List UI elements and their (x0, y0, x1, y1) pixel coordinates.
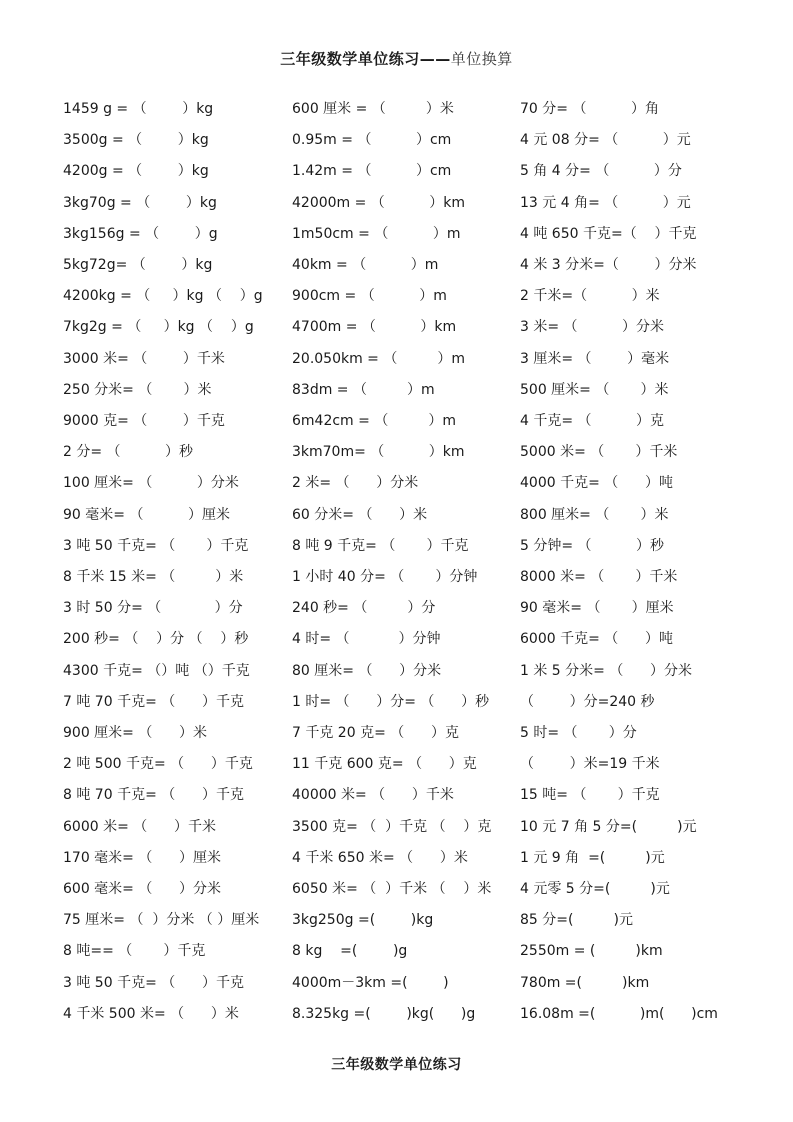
exercise-item: 1m50cm = （ ）m (292, 225, 461, 242)
exercise-item: 70 分= （ ）角 (520, 101, 659, 117)
exercise-item: 3 吨 50 千克= （ ）千克 (63, 537, 249, 554)
exercise-item: 4 千米 500 米= （ ）米 (63, 1005, 239, 1022)
exercise-item: 7 吨 70 千克= （ ）千克 (63, 693, 244, 710)
exercise-item: 8.325kg =( )kg( )g (292, 1005, 476, 1022)
exercise-item: 4 千米 650 米= （ ）米 (292, 849, 468, 866)
exercise-item: 5000 米= （ ）千米 (520, 444, 678, 461)
exercise-item: 1 元 9 角 =( )元 (520, 849, 665, 866)
exercise-item: 6000 米= （ ）千米 (63, 818, 216, 835)
exercise-item: 2 分= （ ）秒 (63, 444, 194, 461)
exercise-item: 900cm = （ ）m (292, 288, 447, 305)
exercise-item: 3 米= （ ）分米 (520, 319, 665, 336)
page-title-sub: 单位换算 (450, 50, 513, 68)
exercise-item: （ ）分=240 秒 (520, 693, 655, 710)
exercise-item: 4 米 3 分米=（ ）分米 (520, 257, 697, 273)
exercise-item: 8 kg =( )g (292, 943, 408, 960)
exercise-item: 800 厘米= （ ）米 (520, 506, 669, 523)
exercise-item: 8 吨 9 千克= （ ）千克 (292, 537, 469, 554)
next-page-title: 三年级数学单位练习 (331, 1057, 462, 1073)
exercise-item: 4200kg = （ ）kg （ ）g (63, 288, 263, 305)
exercise-item: 75 厘米= （ ）分米 （ ）厘米 (63, 912, 260, 929)
exercise-item: 0.95m = （ ）cm (292, 132, 452, 149)
exercise-item: 4200g = （ ）kg (63, 163, 209, 180)
exercise-item: 4000m－3km =( ) (292, 974, 449, 991)
exercise-item: 60 分米= （ ）米 (292, 506, 428, 523)
exercise-item: 5 角 4 分= （ ）分 (520, 163, 682, 180)
exercise-item: 780m =( )km (520, 974, 650, 991)
exercise-item: 8 吨== （ ）千克 (63, 943, 206, 960)
exercise-item: 3kg250g =( )kg (292, 912, 434, 929)
exercise-item: 6m42cm = （ ）m (292, 413, 457, 429)
exercise-item: 200 秒= （ ）分 （ ）秒 (63, 631, 249, 648)
exercise-item: 4 千克= （ ）克 (520, 413, 665, 429)
exercise-item: 8 千米 15 米= （ ）米 (63, 569, 244, 585)
exercise-item: 2550m = ( )km (520, 943, 663, 960)
exercise-item: 3500 克= （ ）千克 （ ）克 (292, 818, 492, 835)
exercise-item: 3 厘米= （ ）毫米 (520, 350, 670, 367)
exercise-item: 100 厘米= （ ）分米 (63, 475, 239, 492)
exercise-item: 3kg156g = （ ）g (63, 225, 218, 242)
exercise-item: 5 时= （ ）分 (520, 725, 637, 741)
exercise-item: 4 时= （ ）分钟 (292, 631, 441, 648)
exercise-item: 4000 千克= （ ）吨 (520, 475, 673, 492)
exercise-item: 3000 米= （ ）千米 (63, 350, 225, 367)
exercise-item: 40km = （ ）m (292, 257, 439, 273)
exercise-item: 15 吨= （ ）千克 (520, 787, 660, 804)
exercise-item: 90 毫米= （ ）厘米 (520, 600, 674, 617)
exercise-item: 2 千米=（ ）米 (520, 288, 660, 305)
exercise-item: 1.42m = （ ）cm (292, 163, 452, 180)
exercise-item: 1 米 5 分米= （ ）分米 (520, 662, 693, 679)
exercise-item: 6000 千克= （ ）吨 (520, 631, 673, 648)
exercise-item: 5 分钟= （ ）秒 (520, 537, 665, 554)
exercise-item: 3km70m= （ ）km (292, 444, 465, 461)
exercise-item: 4 吨 650 千克=（ ）千克 (520, 225, 697, 242)
exercise-item: 5kg72g= （ ）kg (63, 257, 213, 273)
exercise-item: 85 分=( )元 (520, 912, 633, 929)
exercise-item: 83dm = （ ）m (292, 381, 435, 398)
exercise-item: 600 毫米= （ ）分米 (63, 881, 222, 897)
exercise-item: 10 元 7 角 5 分=( )元 (520, 818, 697, 835)
exercise-item: 1459 g = （ ）kg (63, 101, 214, 117)
exercise-item: 16.08m =( )m( )cm (520, 1005, 718, 1022)
exercise-item: 900 厘米= （ ）米 (63, 725, 208, 741)
exercise-item: 4300 千克= （）吨 （）千克 (63, 662, 250, 679)
page-title (0, 48, 793, 69)
exercise-item: 20.050km = （ ）m (292, 350, 466, 367)
exercise-item: 240 秒= （ ）分 (292, 600, 436, 617)
exercise-item: 250 分米= （ ）米 (63, 381, 212, 398)
exercise-item: 4 元 08 分= （ ）元 (520, 132, 691, 149)
exercise-item: 1 时= （ ）分= （ ）秒 (292, 693, 490, 710)
exercise-item: 3kg70g = （ ）kg (63, 194, 217, 211)
exercise-item: 4 元零 5 分=( )元 (520, 881, 670, 897)
exercise-item: 600 厘米 = （ ）米 (292, 101, 454, 117)
exercise-item: 2 米= （ ）分米 (292, 475, 419, 492)
exercise-item: 1 小时 40 分= （ ）分钟 (292, 569, 478, 585)
exercise-item: 80 厘米= （ ）分米 (292, 662, 442, 679)
page-title-main: 三年级数学单位练习—— (280, 50, 451, 68)
exercise-item: 3 时 50 分= （ ）分 (63, 600, 243, 617)
exercise-item: 40000 米= （ ）千米 (292, 787, 454, 804)
exercise-item: （ ）米=19 千米 (520, 756, 660, 773)
exercise-item: 42000m = （ ）km (292, 194, 466, 211)
exercise-item: 500 厘米= （ ）米 (520, 381, 669, 398)
exercise-item: 11 千克 600 克= （ ）克 (292, 756, 477, 773)
exercise-item: 13 元 4 角= （ ）元 (520, 194, 691, 211)
exercise-item: 7kg2g = （ ）kg （ ）g (63, 319, 254, 336)
exercise-item: 8 吨 70 千克= （ ）千克 (63, 787, 244, 804)
exercise-item: 170 毫米= （ ）厘米 (63, 849, 222, 866)
exercise-item: 9000 克= （ ）千克 (63, 413, 225, 429)
exercise-item: 8000 米= （ ）千米 (520, 569, 678, 585)
exercise-item: 4700m = （ ）km (292, 319, 457, 336)
exercise-item: 3500g = （ ）kg (63, 132, 209, 149)
exercise-item: 90 毫米= （ ）厘米 (63, 506, 230, 523)
exercise-item: 6050 米= （ ）千米 （ ）米 (292, 881, 492, 897)
exercise-item: 7 千克 20 克= （ ）克 (292, 725, 459, 741)
exercise-item: 2 吨 500 千克= （ ）千克 (63, 756, 253, 773)
exercise-item: 3 吨 50 千克= （ ）千克 (63, 974, 244, 991)
